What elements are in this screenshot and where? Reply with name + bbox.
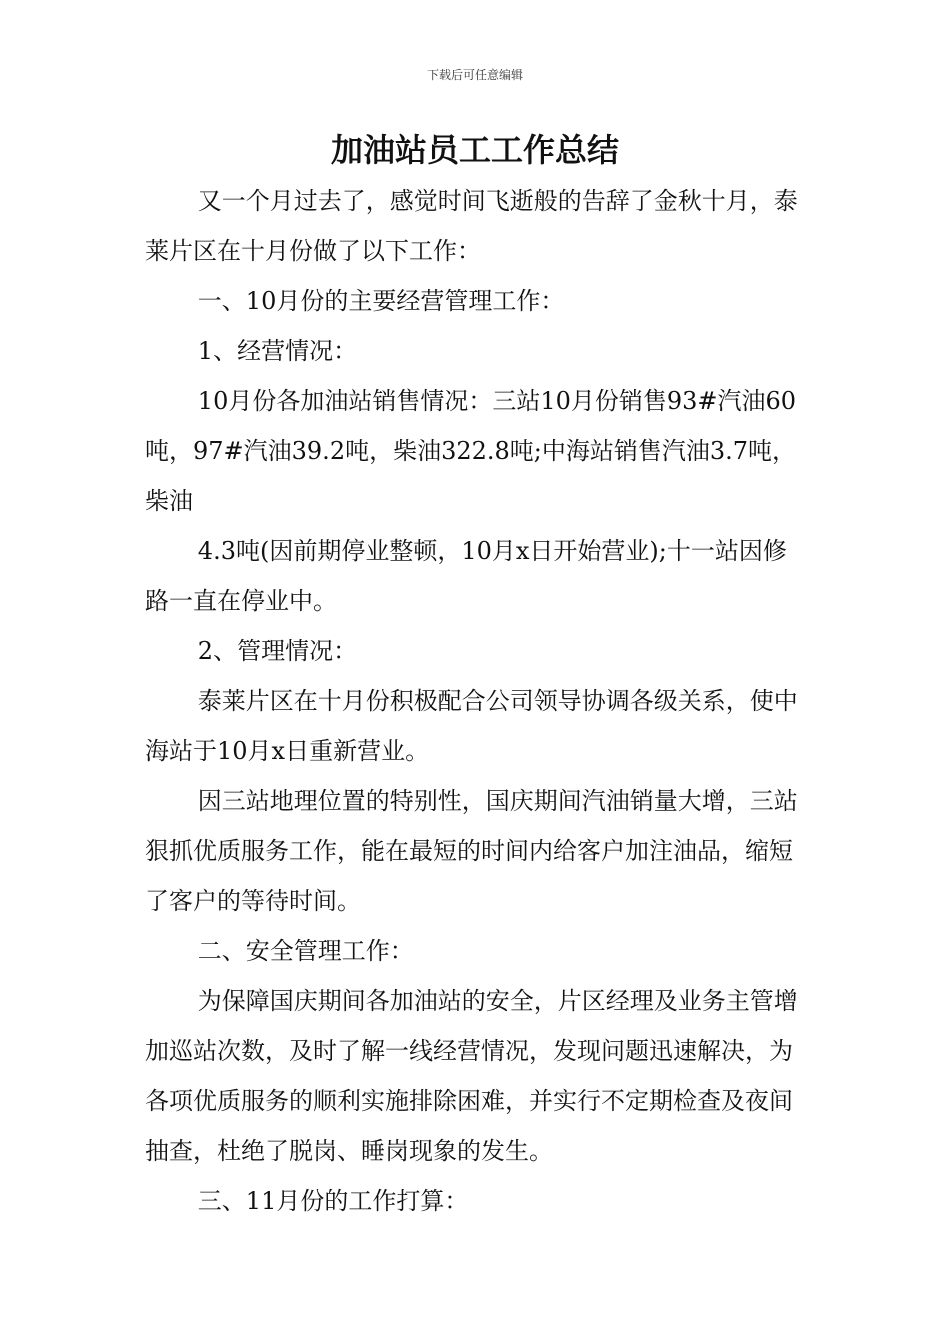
section-heading-3: 三、11月份的工作打算： <box>197 1187 469 1215</box>
paragraph-intro: 又一个月过去了，感觉时间飞逝般的告辞了金秋十月，泰莱片区在十月份做了以下工作： <box>145 187 798 265</box>
document-title: 加油站员工工作总结 <box>330 131 619 169</box>
header-note: 下载后可任意编辑 <box>426 68 523 82</box>
section-heading-2: 二、安全管理工作： <box>197 937 414 965</box>
section-heading-1: 一、10月份的主要经营管理工作： <box>197 287 565 315</box>
paragraph-sales: 10月份各加油站销售情况：三站10月份销售93#汽油60吨，97#汽油39.2吨，柴油322.8吨;中海站销售汽油3.7吨，柴油 <box>145 387 797 515</box>
paragraph-management: 泰莱片区在十月份积极配合公司领导协调各级关系，使中海站于10月x日重新营业。 <box>145 687 798 765</box>
subsection-heading-operations: 1、经营情况： <box>197 337 358 365</box>
paragraph-safety: 为保障国庆期间各加油站的安全，片区经理及业务主管增加巡站次数，及时了解一线经营情况，发现问题迅速解决，为各项优质服务的顺利实施排除困难，并实行不定期检查及夜间抽查，杜绝了脱岗、睡岗现象的发生。 <box>145 987 798 1165</box>
paragraph-sales-continued: 4.3吨(因前期停业整顿，10月x日开始营业);十一站因修路一直在停业中。 <box>145 537 787 615</box>
subsection-heading-management: 2、管理情况： <box>197 637 358 665</box>
document-body <box>145 176 810 1226</box>
paragraph-service: 因三站地理位置的特别性，国庆期间汽油销量大增，三站狠抓优质服务工作，能在最短的时间内给客户加注油品，缩短了客户的等待时间。 <box>145 787 798 915</box>
